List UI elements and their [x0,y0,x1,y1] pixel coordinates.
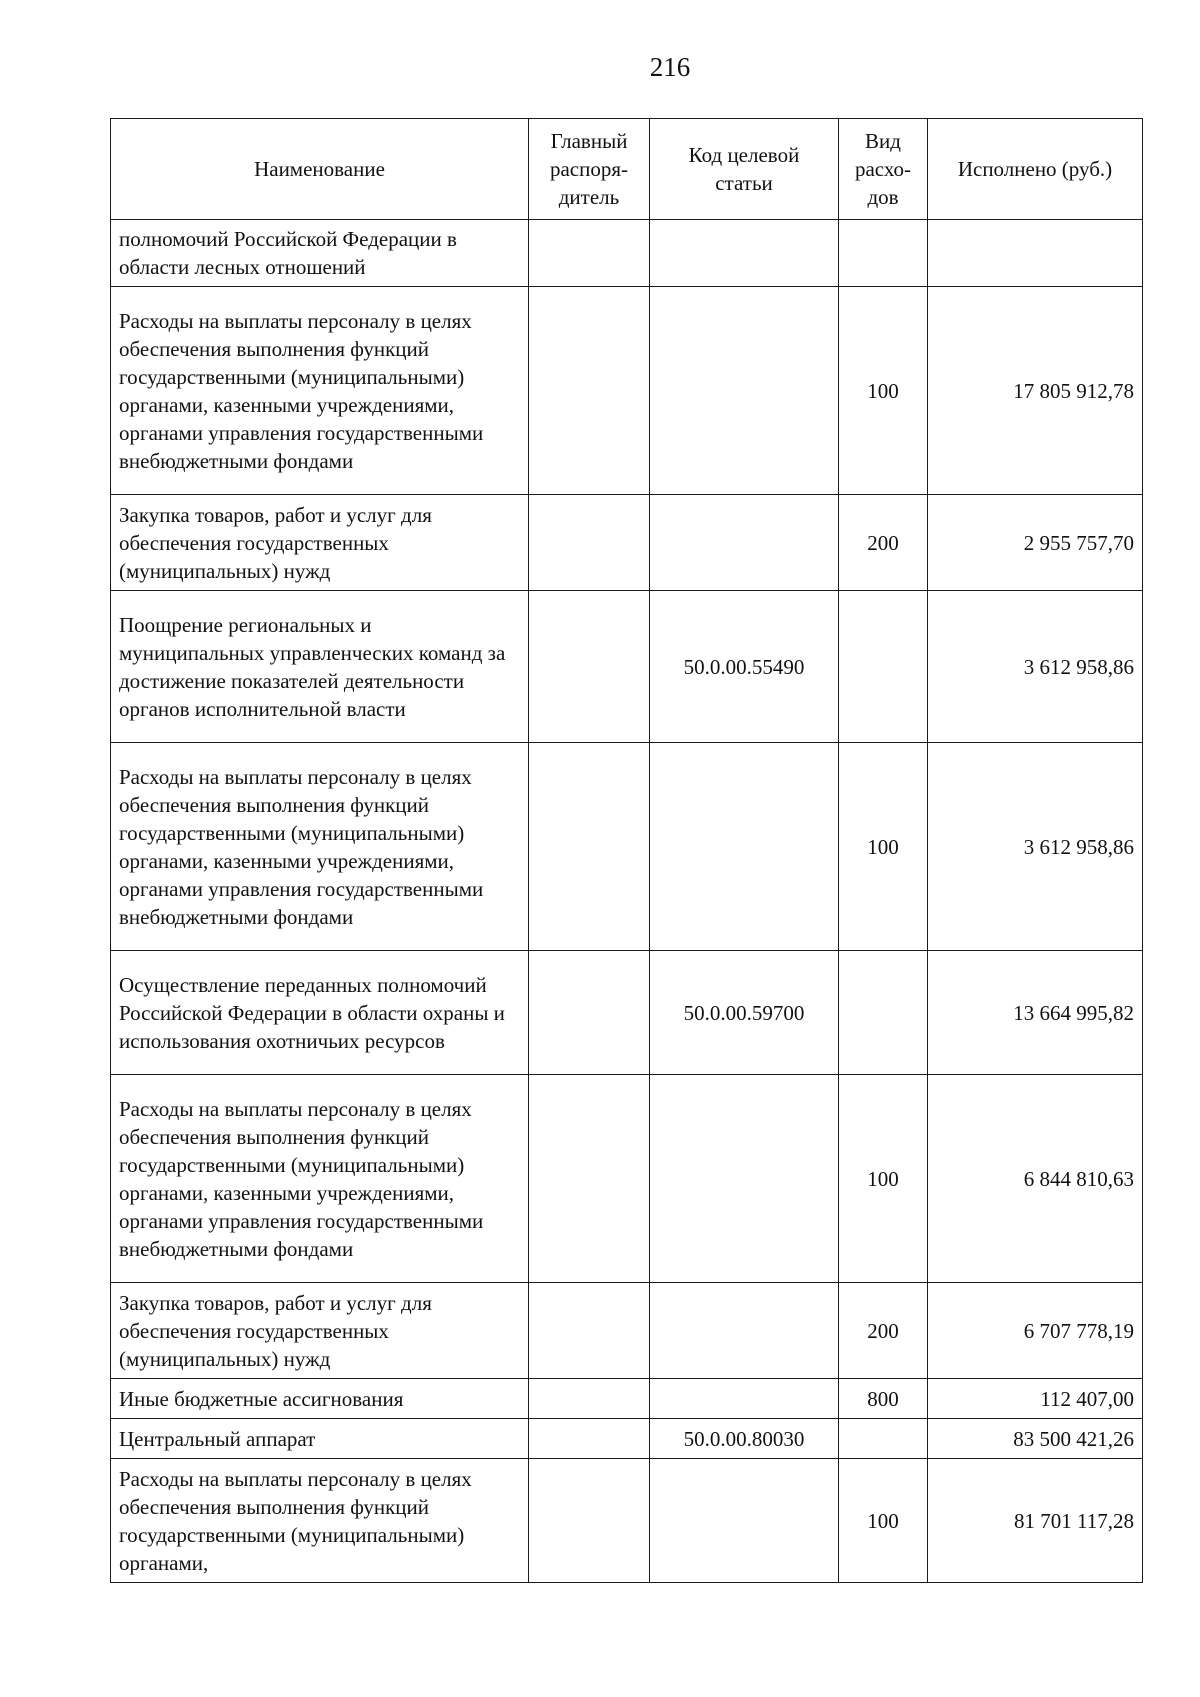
row-expense-type [839,220,928,287]
page-number: 216 [649,52,691,82]
row-name: Расходы на выплаты персоналу в целях обеспечения выполнения функций государственными (муниципальными) органами, казенными учреждениями, органами управления государственными внебюджетными фондами [111,1075,529,1283]
table-row [111,1419,1143,1459]
row-amount: 3 612 958,86 [928,591,1143,743]
table-row [111,287,1143,495]
row-chief-administrator [529,495,650,591]
row-chief-administrator [529,591,650,743]
table-header-row [111,119,1143,220]
header-name: Наименование [111,119,529,220]
row-chief-administrator [529,1075,650,1283]
row-expense-type [839,1419,928,1459]
row-target-code [650,287,839,495]
row-chief-administrator [529,220,650,287]
row-expense-type: 100 [839,743,928,951]
table-row [111,951,1143,1075]
table-row [111,591,1143,743]
row-amount: 81 701 117,28 [928,1459,1143,1583]
row-name: Осуществление переданных полномочий Российской Федерации в области охраны и использования охотничьих ресурсов [111,951,529,1075]
row-expense-type: 800 [839,1379,928,1419]
row-expense-type: 100 [839,1459,928,1583]
row-expense-type [839,591,928,743]
row-target-code: 50.0.00.59700 [650,951,839,1075]
row-name: Закупка товаров, работ и услуг для обеспечения государственных (муниципальных) нужд [111,495,529,591]
row-target-code [650,1283,839,1379]
table-row [111,220,1143,287]
table-row [111,743,1143,951]
row-chief-administrator [529,951,650,1075]
row-name: Расходы на выплаты персоналу в целях обеспечения выполнения функций государственными (муниципальными) органами, [111,1459,529,1583]
row-target-code: 50.0.00.80030 [650,1419,839,1459]
expenditure-table [110,118,1143,1583]
row-target-code [650,743,839,951]
row-target-code [650,1075,839,1283]
row-target-code [650,1459,839,1583]
row-target-code [650,495,839,591]
row-chief-administrator [529,1419,650,1459]
row-expense-type: 200 [839,1283,928,1379]
row-expense-type: 200 [839,495,928,591]
row-target-code [650,1379,839,1419]
row-expense-type [839,951,928,1075]
table-row [111,1459,1143,1583]
row-amount [928,220,1143,287]
row-amount: 17 805 912,78 [928,287,1143,495]
row-name: Расходы на выплаты персоналу в целях обеспечения выполнения функций государственными (муниципальными) органами, казенными учреждениями, органами управления государственными внебюджетными фондами [111,287,529,495]
row-amount: 6 707 778,19 [928,1283,1143,1379]
row-chief-administrator [529,743,650,951]
row-chief-administrator [529,287,650,495]
row-chief-administrator [529,1459,650,1583]
row-amount: 83 500 421,26 [928,1419,1143,1459]
header-chief-administrator: Главный распоря-дитель [529,119,650,220]
row-target-code: 50.0.00.55490 [650,591,839,743]
table-row [111,1283,1143,1379]
row-expense-type: 100 [839,1075,928,1283]
row-amount: 3 612 958,86 [928,743,1143,951]
table-row [111,1075,1143,1283]
row-amount: 2 955 757,70 [928,495,1143,591]
row-chief-administrator [529,1379,650,1419]
row-amount: 6 844 810,63 [928,1075,1143,1283]
row-amount: 112 407,00 [928,1379,1143,1419]
row-amount: 13 664 995,82 [928,951,1143,1075]
header-target-code: Код целевой статьи [650,119,839,220]
row-target-code [650,220,839,287]
row-name: Закупка товаров, работ и услуг для обеспечения государственных (муниципальных) нужд [111,1283,529,1379]
header-executed-amount: Исполнено (руб.) [928,119,1143,220]
row-chief-administrator [529,1283,650,1379]
row-name: Поощрение региональных и муниципальных управленческих команд за достижение показателей деятельности органов исполнительной власти [111,591,529,743]
row-expense-type: 100 [839,287,928,495]
row-name: Центральный аппарат [111,1419,529,1459]
row-name: полномочий Российской Федерации в области лесных отношений [111,220,529,287]
row-name: Иные бюджетные ассигнования [111,1379,529,1419]
row-name: Расходы на выплаты персоналу в целях обеспечения выполнения функций государственными (муниципальными) органами, казенными учреждениями, органами управления государственными внебюджетными фондами [111,743,529,951]
header-expense-type: Вид расхо-дов [839,119,928,220]
table-row [111,1379,1143,1419]
table-row [111,495,1143,591]
